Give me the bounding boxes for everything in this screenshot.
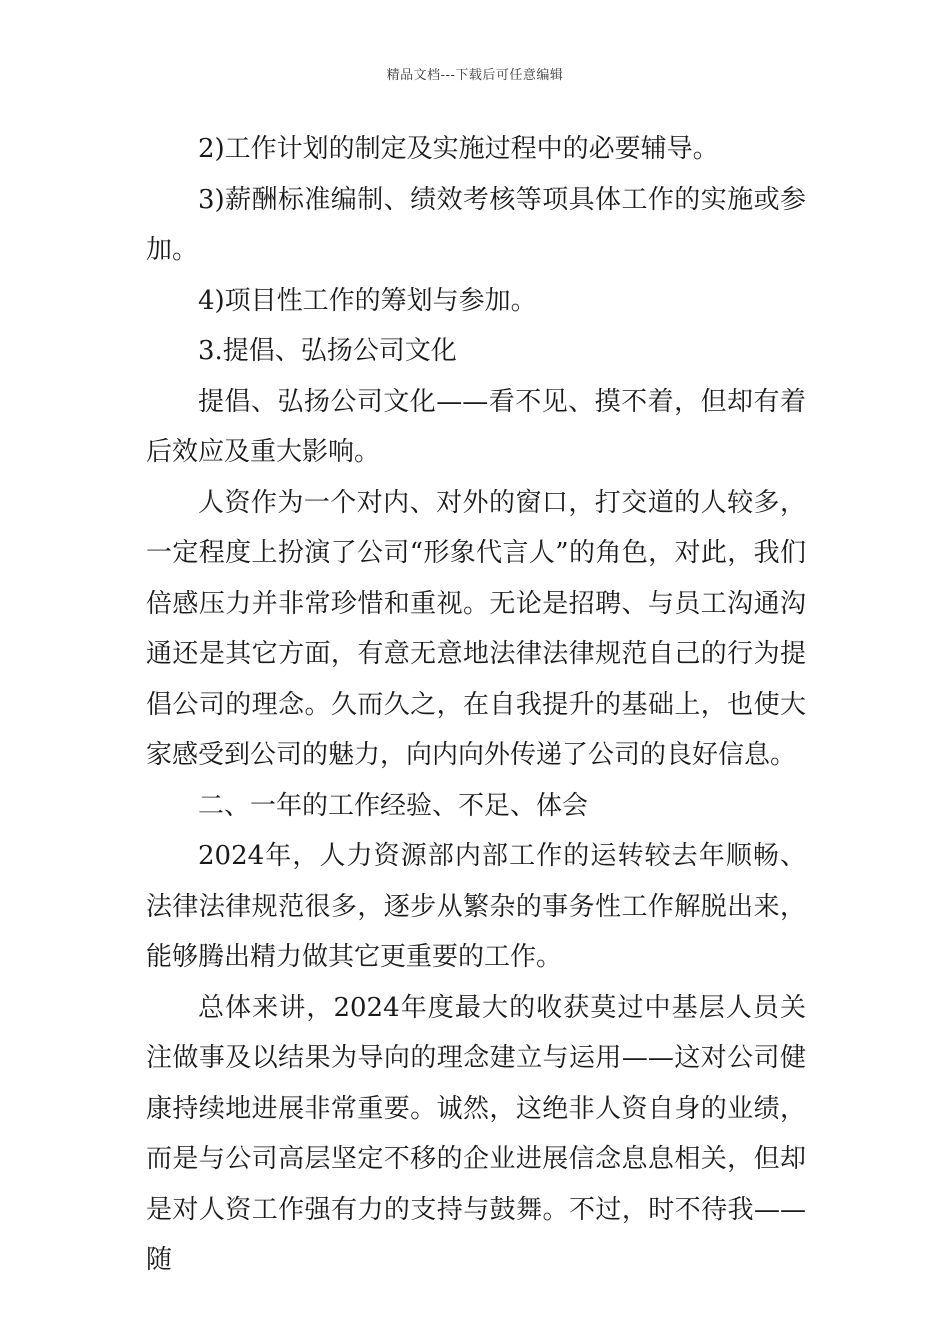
- page-header: 精品文档---下载后可任意编辑: [386, 68, 564, 83]
- paragraph-summary: 总体来讲，2024年度最大的收获莫过中基层人员关注做事及以结果为导向的理念建立与运用——这对公司健康持续地进展非常重要。诚然，这绝非人资自身的业绩，而是与公司高层坚定不移的企业进展信念息息相关，但却是对人资工作强有力的支持与鼓舞。不过，时不待我——随: [146, 992, 806, 1275]
- paragraph-culture-intro: 提倡、弘扬公司文化——看不见、摸不着，但却有着后效应及重大影响。: [146, 386, 806, 467]
- paragraph-culture-detail: 人资作为一个对内、对外的窗口，打交道的人较多，一定程度上扮演了公司“形象代言人”的角色，对此，我们倍感压力并非常珍惜和重视。无论是招聘、与员工沟通沟通还是其它方面，有意无意地法律法律规范自己的行为提倡公司的理念。久而久之，在自我提升的基础上，也使大家感受到公司的魅力，向内向外传递了公司的良好信息。: [146, 487, 806, 770]
- section-heading-experience: 二、一年的工作经验、不足、体会: [198, 790, 589, 821]
- paragraph-item-4: 4)项目性工作的筹划与参加。: [198, 285, 537, 316]
- paragraph-item-3: 3)薪酬标准编制、绩效考核等项具体工作的实施或参加。: [146, 184, 806, 265]
- paragraph-item-2: 2)工作计划的制定及实施过程中的必要辅导。: [198, 134, 719, 164]
- section-heading-culture: 3.提倡、弘扬公司文化: [198, 336, 457, 366]
- document-body: [146, 124, 806, 1286]
- paragraph-experience-2024: 2024年，人力资源部内部工作的运转较去年顺畅、法律法律规范很多，逐步从繁杂的事务性工作解脱出来，能够腾出精力做其它更重要的工作。: [146, 841, 806, 972]
